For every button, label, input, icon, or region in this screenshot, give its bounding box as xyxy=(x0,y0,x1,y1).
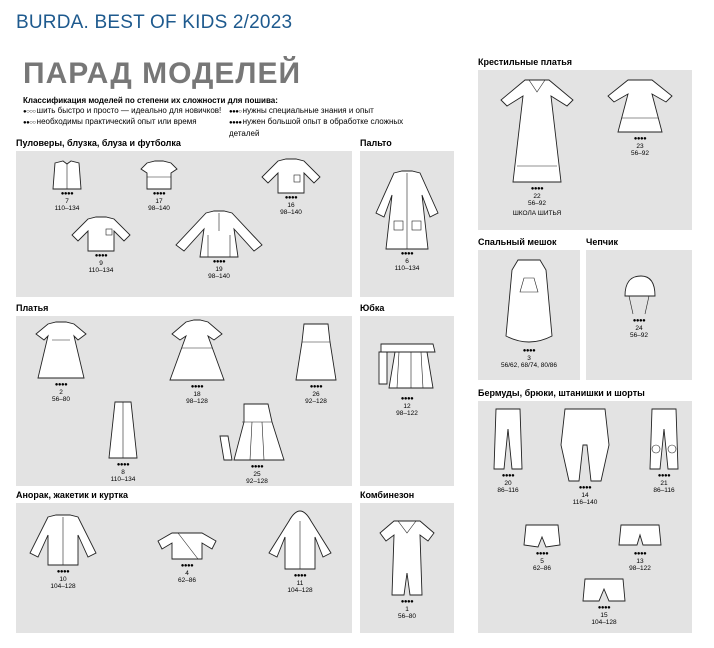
model-item: ●●●● 24 56–92 xyxy=(596,272,682,339)
bermuda-shorts-sketch-icon xyxy=(579,575,629,605)
model-item: ●●●● 21 86–116 xyxy=(638,405,690,494)
panel-skirt xyxy=(360,316,454,486)
model-item: ●●●● 15 104–128 xyxy=(558,575,650,626)
section-title-bonnet: Чепчик xyxy=(586,237,619,247)
sewing-school-note: ШКОЛА ШИТЬЯ xyxy=(512,210,562,217)
knee-patch-pants-sketch-icon xyxy=(644,405,684,473)
model-item: ●●●● 8 110–134 xyxy=(96,398,150,483)
model-item: ●●●● 16 98–140 xyxy=(256,157,326,216)
skirt-sketch-icon xyxy=(365,340,449,396)
legend-item-1: ●○○○ шить быстро и просто — идеально для новичков! xyxy=(23,105,222,115)
ruffle-dress-sketch-icon xyxy=(214,400,300,464)
shirt-dress-sketch-icon xyxy=(103,398,143,462)
section-title-christening: Крестильные платья xyxy=(478,57,573,67)
panel-coat xyxy=(360,151,454,297)
tshirt-sketch-icon xyxy=(68,215,134,253)
section-title-overall: Комбинезон xyxy=(360,490,415,500)
model-item: ●●●● 10 104–128 xyxy=(24,513,102,590)
model-item: ●●●● 5 62–86 xyxy=(518,521,566,572)
model-item: ●●●● 2 56–80 xyxy=(30,320,92,403)
panel-pullovers xyxy=(16,151,352,297)
baby-dress-sketch-icon xyxy=(32,320,90,382)
leggings-sketch-icon xyxy=(488,405,528,473)
model-item: ●●●● 1 56–80 xyxy=(364,517,450,620)
catalog-page xyxy=(14,55,700,640)
panel-dresses xyxy=(16,316,352,486)
blouse-sketch-icon xyxy=(47,159,87,191)
section-title-anorak: Анорак, жакетик и куртка xyxy=(16,490,128,500)
legend-heading: Классификация моделей по степени их сложности для пошива: xyxy=(23,96,278,105)
harem-pants-sketch-icon xyxy=(557,405,613,485)
difficulty-legend xyxy=(23,96,435,138)
panel-bonnet xyxy=(586,250,692,380)
model-item: ●●●● 22 56–92 ШКОЛА ШИТЬЯ xyxy=(492,76,582,217)
magazine-header: BURDA. BEST OF KIDS 2/2023 xyxy=(16,12,293,33)
pinafore-dress-sketch-icon xyxy=(294,320,338,384)
section-title-coat: Пальто xyxy=(360,138,392,148)
model-item: ●●●● 11 104–128 xyxy=(264,507,336,594)
model-item: ●●●● 25 92–128 xyxy=(212,400,302,485)
section-title-pullovers: Пуловеры, блузка, блуза и футболка xyxy=(16,138,181,148)
section-title-sleepbag: Спальный мешок xyxy=(478,237,557,247)
collar-dress-sketch-icon xyxy=(164,318,230,384)
page-title: ПАРАД МОДЕЛЕЙ xyxy=(23,57,302,90)
wrap-jacket-sketch-icon xyxy=(154,529,220,563)
model-item: ●●●● 26 92–128 xyxy=(292,320,340,405)
legend-item-2: ●●●○ нужны специальные знания и опыт xyxy=(229,105,374,115)
section-title-shorts: Бермуды, брюки, штанишки и шорты xyxy=(478,388,645,398)
panel-shorts xyxy=(478,401,692,633)
model-item: ●●●● 3 56/62, 68/74, 80/86 xyxy=(480,256,578,369)
shorts-sketch-icon xyxy=(615,521,665,551)
bloomers-sketch-icon xyxy=(522,521,562,551)
sleeping-bag-sketch-icon xyxy=(494,256,564,348)
section-title-dresses: Платья xyxy=(16,303,49,313)
model-item: ●●●● 23 56–92 xyxy=(598,76,682,157)
tunic-sketch-icon xyxy=(172,209,266,259)
model-item: ●●●● 19 98–140 xyxy=(172,209,266,280)
long-sleeve-shirt-sketch-icon xyxy=(258,157,324,195)
legend-item-4: ●●●● нужен большой опыт в обработке сложных деталей xyxy=(229,117,404,138)
model-item: ●●●● 14 116–140 xyxy=(548,405,622,506)
legend-item-3: ●●○○ необходимы практический опыт или время xyxy=(23,117,197,126)
panel-sleepbag xyxy=(478,250,580,380)
bonnet-sketch-icon xyxy=(619,272,659,318)
christening-dress-sketch-icon xyxy=(600,76,680,136)
model-item: ●●●● 17 98–140 xyxy=(134,159,184,212)
section-title-skirt: Юбка xyxy=(360,303,385,313)
model-item: ●●●● 13 98–122 xyxy=(598,521,682,572)
model-item: ●●●● 18 98–128 xyxy=(162,318,232,405)
hooded-jacket-sketch-icon xyxy=(265,507,335,573)
panel-anorak xyxy=(16,503,352,633)
coat-sketch-icon xyxy=(372,169,442,251)
model-item: ●●●● 6 110–134 xyxy=(364,169,450,272)
model-item: ●●●● 7 110–134 xyxy=(42,159,92,212)
romper-sketch-icon xyxy=(372,517,442,599)
christening-gown-sketch-icon xyxy=(495,76,579,186)
panel-overall xyxy=(360,503,454,633)
model-item: ●●●● 9 110–134 xyxy=(66,215,136,274)
model-item: ●●●● 12 98–122 xyxy=(364,340,450,417)
ruffle-top-sketch-icon xyxy=(137,159,181,191)
anorak-sketch-icon xyxy=(26,513,100,569)
model-item: ●●●● 4 62–86 xyxy=(152,529,222,584)
model-item: ●●●● 20 86–116 xyxy=(482,405,534,494)
panel-christening xyxy=(478,70,692,230)
